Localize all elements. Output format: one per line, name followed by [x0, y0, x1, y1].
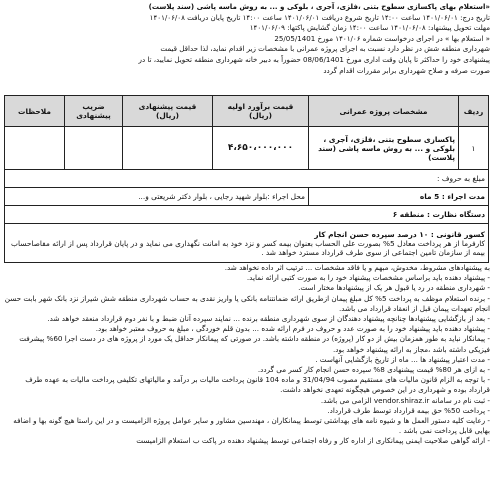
legal-deductions: [5, 224, 489, 263]
condition-line: - پرداخت 50% حق بیمه قرارداد توسط طرف قرارداد.: [327, 405, 490, 415]
condition-line: - مدت اعتبار پیشنهاد ها ... ماه از تاریخ بازگشایی آنهاست .: [315, 354, 490, 364]
condition-line: به پیشنهادهای مشروط، مخدوش، مبهم و یا فاقد مشخصات ... ترتیب اثر داده نخواهد شد.: [224, 263, 490, 272]
table-row: [5, 127, 489, 170]
table-header-index: ردیف: [459, 96, 489, 127]
duration-label: مدت اجراء : 5 ماه: [309, 188, 489, 206]
supervisor: دستگاه نظارت : منطقه ۶: [5, 206, 489, 224]
condition-line: - رعایت کلیه دستور العمل ها و شیوه نامه های بهداشتی توسط پیمانکاران ، مهندسین مشاور و سایر عوامل پروژه الزامیست و در این راستا هیچ گونه بها و اضافه بهایی قابل پرداخت نمی باشد .: [13, 416, 490, 436]
row-index: ۱: [459, 127, 489, 170]
header-line: « استعلام بها » در اجرای درخواست شماره ۱۴۰۱/۰۶ مورخ 25/05/1401: [274, 33, 490, 43]
condition-line: - پیشنهاد دهنده باید براساس مشخصات پیشنهاد خود را به صورت کتبی ارائه نماید.: [246, 273, 490, 283]
legal-text: کارفرما از هر پرداخت معادل 5% بصورت علی الحساب بعنوان بیمه کسر و نزد خود به امانت نگهداری می نماید و در پایان قرارداد پس از ارائه مفاصاحساب بیمه از سازمان تامین اجتماعی از سوی طرف قرارداد مسترد خواهد شد .: [11, 238, 485, 257]
table-header-offer: قیمت پیشنهادی (ریال): [123, 96, 213, 127]
header-section: [4, 2, 490, 76]
location: محل اجراء :بلوار شهید رجایی ، بلوار دکتر شریعتی و...: [5, 188, 309, 206]
condition-line: - ثبت نام در سامانه vendor.shiraz.ir الزامی می باشد.: [320, 395, 490, 405]
amount-in-words: مبلغ به حروف :: [5, 170, 489, 188]
conditions-section: [4, 263, 490, 447]
row-offer: [123, 127, 213, 170]
condition-line: - برنده استعلام موظف به پرداخت 5% کل مبلغ پیمان ازطریق ارائه ضمانتنامه بانکی یا واریز نقدی به حساب شهرداری منطقه شش شیراز نزد بانک شهر بابت حسن انجام تعهدات پیمان قبل از انعقاد قرارداد می باشد.: [4, 293, 490, 313]
condition-line: - شهرداری منطقه در رد یا قبول هر یک از پیشنهادها مختار است.: [298, 283, 490, 293]
header-line: «استعلام بهای پاکسازی سطوح بتنی ،فلزی، آجری ، بلوکی و ... به روش ماسه پاشی (سند پلاست): [148, 2, 490, 11]
row-description: پاکسازی سطوح بتنی ،فلزی، آجری ، بلوکی و ... به روش ماسه پاشی (سند پلاست): [309, 127, 459, 170]
row-notes: [5, 127, 65, 170]
table-header-description: مشخصات پروژه عمرانی: [309, 96, 459, 127]
condition-line: - پیمانکار نباید به طور همزمان بیش از دو کار (پروژه) در منطقه داشته باشد. در صورتی که پیمانکار حداقل یک مورد از پروژه های در دست اجرا 60% پیشرفت فیزیکی داشته باشد ،مجاز به ارائه پیشنهاد خواهد بود.: [19, 334, 490, 354]
header-line: تاریخ درج: ۱۴۰۱/۰۶/۰۱ ساعت ۱۴:۰۰ تاریخ شروع دریافت ۱۴۰۱/۰۶/۰۱ ساعت ۱۴:۰۰ تاریخ پایان دریافت ۱۴۰۱/۰۶/۰۸: [149, 12, 490, 22]
tender-table: [4, 95, 489, 263]
table-header-estimate: قیمت برآورد اولیه (ریال): [213, 96, 309, 127]
header-line: پیشنهادی خود را حداکثر تا پایان وقت اداری مورخ 08/06/1401 حضوراً به دبیر خانه شهرداری منطقه تحویل نمایید، تا در: [138, 54, 490, 64]
condition-line: - به ازای هر 80% قیمت پیشنهادی 8% سپرده حسن انجام کار کسر می گردد.: [257, 365, 490, 375]
row-coefficient: [65, 127, 123, 170]
header-line: مهلت تحویل پیشنهاد: ۱۴۰۱/۰۶/۰۸ ساعت ۱۴:۰۰ زمان گشایش پاکتها: ۱۴۰۱/۰۶/۰۹: [249, 23, 490, 33]
table-header-notes: ملاحظات: [5, 96, 65, 127]
row-estimate: ۴،۶۵۰،۰۰۰،۰۰۰: [213, 127, 309, 170]
legal-title: کسور قانونی : ۱۰ درصد سپرده حسن انجام کار: [314, 229, 485, 239]
header-line: شهرداری منطقه شش در نظر دارد نسبت به اجرای پروژه عمرانی با مشخصات زیر اقدام نماید، لذا حداقل قیمت: [160, 44, 490, 54]
condition-line: - با توجه به الزام قانون مالیات های مستقیم مصوب 31/04/94 و ماده 104 قانون پرداخت مالیات بر درآمد و مالیاتهای تکلیفی پرداخت مالیات به عهده طرف قرارداد بوده و شهرداری در این خصوص هیچگونه تعهدی نخواهد داشت.: [25, 375, 490, 395]
condition-line: - بعد از بازگشایی پیشنهادها چنانچه پیشنهاد دهندگان از سوی شهرداری منطقه برنده ... نمایند سپرده آنان ضبط و با نفر دوم قرارداد منعقد خواهد شد.: [47, 314, 490, 324]
condition-line: - ارائه گواهی صلاحیت ایمنی پیمانکاری از اداره کار و رفاه اجتماعی توسط پیشنهاد دهنده در پاکت ب استعلام الزامیست: [136, 436, 490, 446]
header-line: صورت صرفه و صلاح شهرداری برابر مقررات اقدام گردد: [323, 65, 490, 75]
condition-line: - پیشنهاد دهنده باید پیشنهاد خود را به صورت عدد و حروف در فرم ارائه شده ... بدون قلم خوردگی ، مبلغ به حروف معتبر خواهد بود.: [95, 324, 490, 334]
table-header-coefficient: ضریب پیشنهادی: [65, 96, 123, 127]
